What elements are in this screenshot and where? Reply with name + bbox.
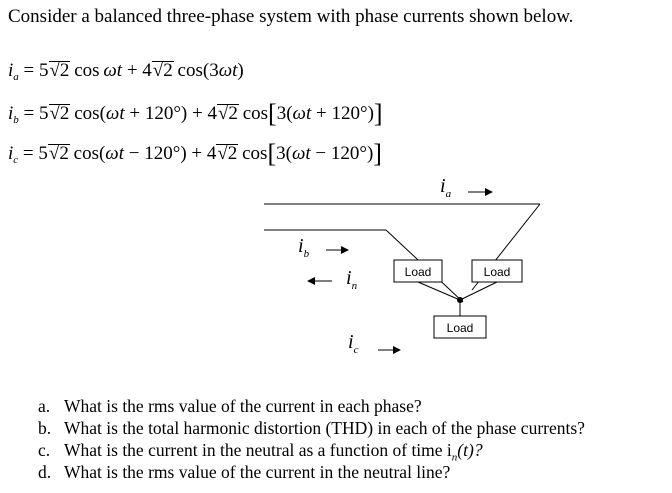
- label-ib: $i_b$: [298, 235, 310, 260]
- label-ic: $i_c$: [348, 331, 359, 356]
- ia-symbol: i: [8, 60, 14, 81]
- equation-ib: $i_b = 5√2$ cos(ωt + 120°) + 4√2 cos[3(ωt + 120°)]: [8, 99, 383, 128]
- label-in: $i_n$: [346, 267, 358, 292]
- question-d: d. What is the rms value of the current in the neutral line?: [38, 462, 451, 482]
- circuit-diagram: [250, 172, 550, 372]
- load-2-label: Load: [483, 265, 511, 279]
- ib-symbol: i: [8, 103, 14, 124]
- equation-ia: $i_a = 5√2$ cos ωt + 4√2 cos(3ωt): [8, 60, 244, 83]
- equation-ic: $i_c = 5√2$ cos(ωt − 120°) + 4√2 cos[3(ωt − 120°)]: [8, 139, 382, 168]
- ic-symbol: i: [8, 143, 14, 164]
- question-c: c. What is the current in the neutral as a function of time $i_n(t)$?: [38, 440, 483, 464]
- question-b: b. What is the total harmonic distortion (THD) in each of the phase currents?: [38, 418, 585, 438]
- load-1-label: Load: [404, 265, 432, 279]
- question-a: a. What is the rms value of the current in each phase?: [38, 396, 422, 416]
- problem-intro: Consider a balanced three-phase system with phase currents shown below.: [8, 6, 574, 27]
- load-3-label: Load: [446, 321, 474, 335]
- label-ia: $i_a$: [440, 175, 452, 200]
- neutral-node: [457, 297, 463, 303]
